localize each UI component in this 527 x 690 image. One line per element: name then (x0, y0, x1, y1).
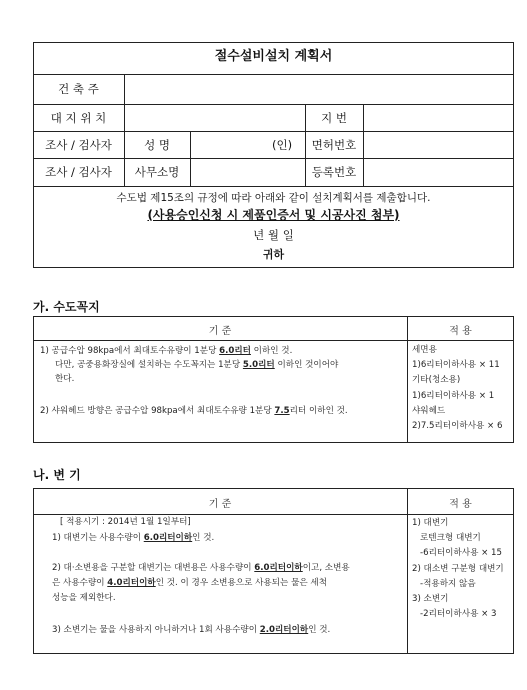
toilet-criterion-3: 3) 소변기는 물을 사용하지 아니하거나 1회 사용수량이 2.0리터이하인 것. (52, 625, 331, 635)
form-title: 절수설비설치 계획서 (214, 49, 333, 64)
lot-label: 지 번 (321, 111, 347, 125)
faucet-apply-item: 2)7.5리터이하사용 × 6 (412, 421, 503, 431)
toilet-criterion-2-end: 성능을 제외한다. (52, 593, 116, 603)
header-divider (33, 514, 514, 515)
apply-header: 적 용 (449, 499, 472, 510)
site-label: 대 지 위 치 (50, 111, 107, 125)
faucet-criterion-1-note-end: 한다. (55, 374, 75, 384)
faucet-criterion-1-note: 다만, 공중용화장실에 설치하는 수도꼭지는 1분당 5.0리터 이하인 것이어야 (55, 360, 339, 370)
builder-field[interactable] (126, 76, 512, 102)
row-divider (33, 74, 514, 75)
faucet-criterion-1: 1) 공급수압 98kpa에서 최대토수유량이 1분당 6.0리터 이하인 것. (40, 346, 293, 356)
col-divider (190, 131, 191, 186)
addressee: 귀하 (262, 248, 285, 261)
lot-field[interactable] (365, 106, 512, 129)
submission-statement: 수도법 제15조의 규정에 따라 아래와 같이 설치계획서를 제출합니다. (116, 192, 431, 204)
toilet-criterion-1: 1) 대변기는 사용수량이 6.0리터이하인 것. (52, 533, 215, 543)
apply-header: 적 용 (449, 326, 472, 337)
faucet-apply-item: 1)6리터이하사용 × 11 (412, 360, 500, 370)
faucet-apply-item: 샤워헤드 (412, 406, 446, 416)
criteria-header: 기 준 (208, 326, 232, 337)
toilet-section-title: 나. 변 기 (33, 468, 81, 482)
license-label: 면허번호 (311, 138, 357, 152)
date-line: 년 월 일 (253, 228, 294, 242)
toilet-apply-item: 2) 대소변 구분형 대변기 (412, 564, 504, 574)
builder-label: 건 축 주 (58, 82, 99, 96)
toilet-apply-item: 로텐크형 대변기 (420, 533, 481, 543)
row-divider (33, 104, 514, 105)
license-field[interactable] (365, 133, 512, 156)
site-field[interactable] (126, 106, 303, 129)
registration-label: 등록번호 (311, 165, 357, 179)
inspector-label: 조사 / 검사자 (45, 138, 112, 152)
toilet-apply-item: 1) 대변기 (412, 518, 449, 528)
name-label: 성 명 (144, 138, 170, 152)
faucet-apply-item: 기타(청소용) (412, 375, 461, 385)
registration-field[interactable] (365, 160, 512, 184)
toilet-apply-item: 3) 소변기 (412, 594, 449, 604)
col-divider (407, 488, 408, 654)
criteria-header: 기 준 (208, 499, 232, 510)
toilet-criterion-2: 2) 대·소변용을 구분할 대변기는 대변용은 사용수량이 6.0리터이하이고, 소변용 (52, 563, 350, 573)
office-label: 사무소명 (134, 165, 180, 179)
seal-mark: (인) (272, 138, 293, 152)
faucet-criterion-2: 2) 샤워헤드 방향은 공급수압 98kpa에서 최대토수유량 1분당 7.5리터 이하인 것. (40, 406, 348, 416)
faucet-section-title: 가. 수도꼭지 (33, 300, 100, 314)
toilet-apply-item: -6리터이하사용 × 15 (420, 548, 502, 558)
toilet-apply-item: -적용하지 않음 (420, 579, 476, 589)
row-divider (33, 158, 514, 159)
toilet-apply-item: -2리터이하사용 × 3 (420, 609, 497, 619)
faucet-apply-item: 세면용 (412, 345, 437, 355)
name-field[interactable] (192, 133, 272, 156)
attachment-note: (사용승인신청 시 제품인증서 및 시공사진 첨부) (147, 208, 400, 222)
office-field[interactable] (192, 160, 303, 184)
toilet-criterion-2-cont: 은 사용수량이 4.0리터이하인 것. 이 경우 소변용으로 사용되는 물은 세척 (52, 578, 328, 588)
row-divider (33, 131, 514, 132)
header-divider (33, 340, 514, 341)
toilet-effective-date: [ 적용시기 : 2014년 1월 1일부터] (60, 517, 191, 527)
col-divider (363, 104, 364, 186)
faucet-apply-item: 1)6리터이하사용 × 1 (412, 391, 495, 401)
inspector-label: 조사 / 검사자 (45, 165, 112, 179)
row-divider (33, 186, 514, 187)
